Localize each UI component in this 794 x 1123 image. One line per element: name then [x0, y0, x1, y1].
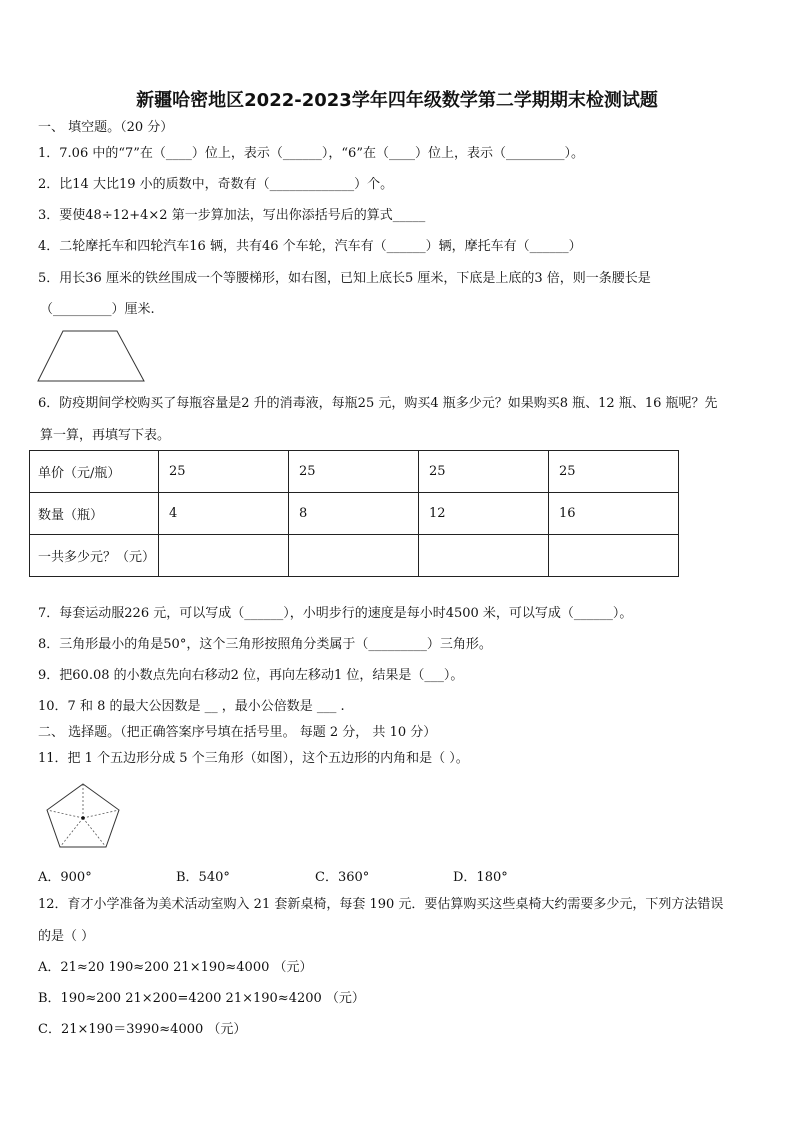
- question-6-line-1: 6．防疫期间学校购买了每瓶容量是2 升的消毒液，每瓶25 元，购买4 瓶多少元？如果购买8 瓶、12 瓶、16 瓶呢？先: [38, 396, 718, 411]
- option-d[interactable]: D．180°: [453, 870, 508, 885]
- question-3: 3．要使48÷12+4×2 第一步算加法，写出你添括号后的算式_____: [38, 208, 426, 223]
- question-7: 7．每套运动服226 元，可以写成（______），小明步行的速度是每小时4500 米，可以写成（______）。: [38, 606, 633, 621]
- answer-cell[interactable]: [549, 535, 679, 577]
- table-cell: 4: [159, 493, 289, 535]
- option-c[interactable]: C．360°: [315, 870, 370, 885]
- question-9: 9．把60.08 的小数点先向右移动2 位，再向左移动1 位，结果是（___）。: [38, 668, 464, 683]
- answer-cell[interactable]: [159, 535, 289, 577]
- question-8: 8．三角形最小的角是50°，这个三角形按照角分类属于（_________）三角形。: [38, 637, 492, 652]
- question-1: 1．7.06 中的“7”在（____）位上，表示（______），“6”在（____）位上，表示（_________）。: [38, 146, 584, 161]
- question-12-option-c[interactable]: C．21×190＝3990≈4000 （元）: [38, 1022, 247, 1037]
- table-cell: 25: [159, 451, 289, 493]
- question-5-line-1: 5．用长36 厘米的铁丝围成一个等腰梯形，如右图，已知上底长5 厘米，下底是上底的3 倍，则一条腰长是: [38, 271, 651, 286]
- table-cell: 8: [289, 493, 419, 535]
- table-row-quantity: [30, 493, 679, 535]
- table-cell: 25: [289, 451, 419, 493]
- section-1-heading: 一、 填空题。（20 分）: [38, 120, 174, 135]
- table-cell: 16: [549, 493, 679, 535]
- option-b[interactable]: B．540°: [176, 870, 230, 885]
- table-cell: 25: [419, 451, 549, 493]
- trapezoid-figure: [36, 330, 148, 384]
- row-label: 一共多少元？（元）: [30, 535, 159, 577]
- question-10: 10．7 和 8 的最大公因数是 __ ，最小公倍数是 ___ .: [38, 699, 345, 714]
- table-cell: 25: [549, 451, 679, 493]
- row-label: 单价（元/瓶）: [30, 451, 159, 493]
- question-11: 11．把 1 个五边形分成 5 个三角形（如图），这个五边形的内角和是（ ）。: [38, 751, 469, 766]
- question-6-line-2: 算一算，再填写下表。: [40, 428, 171, 443]
- question-5-line-2: （_________）厘米.: [40, 302, 155, 317]
- question-12-option-a[interactable]: A．21≈20 190≈200 21×190≈4000 （元）: [38, 960, 313, 975]
- pentagon-figure: [44, 782, 122, 850]
- question-12-line-2: 的是（ ）: [38, 929, 95, 944]
- price-table: [29, 450, 679, 577]
- answer-cell[interactable]: [419, 535, 549, 577]
- answer-cell[interactable]: [289, 535, 419, 577]
- table-row-total: [30, 535, 679, 577]
- page-title: 新疆哈密地区2022-2023学年四年级数学第二学期期末检测试题: [136, 90, 658, 111]
- row-label: 数量（瓶）: [30, 493, 159, 535]
- question-12-option-b[interactable]: B．190≈200 21×200=4200 21×190≈4200 （元）: [38, 991, 365, 1006]
- option-a[interactable]: A．900°: [38, 870, 92, 885]
- table-cell: 12: [419, 493, 549, 535]
- table-row-unit-price: [30, 451, 679, 493]
- question-12-line-1: 12．育才小学准备为美术活动室购入 21 套新桌椅，每套 190 元．要估算购买这些桌椅大约需要多少元，下列方法错误: [38, 897, 724, 912]
- question-2: 2．比14 大比19 小的质数中，奇数有（_____________）个。: [38, 177, 394, 192]
- question-4: 4．二轮摩托车和四轮汽车16 辆，共有46 个车轮，汽车有（______）辆，摩托车有（______）: [38, 239, 582, 254]
- section-2-heading: 二、 选择题。（把正确答案序号填在括号里。 每题 2 分， 共 10 分）: [38, 725, 437, 740]
